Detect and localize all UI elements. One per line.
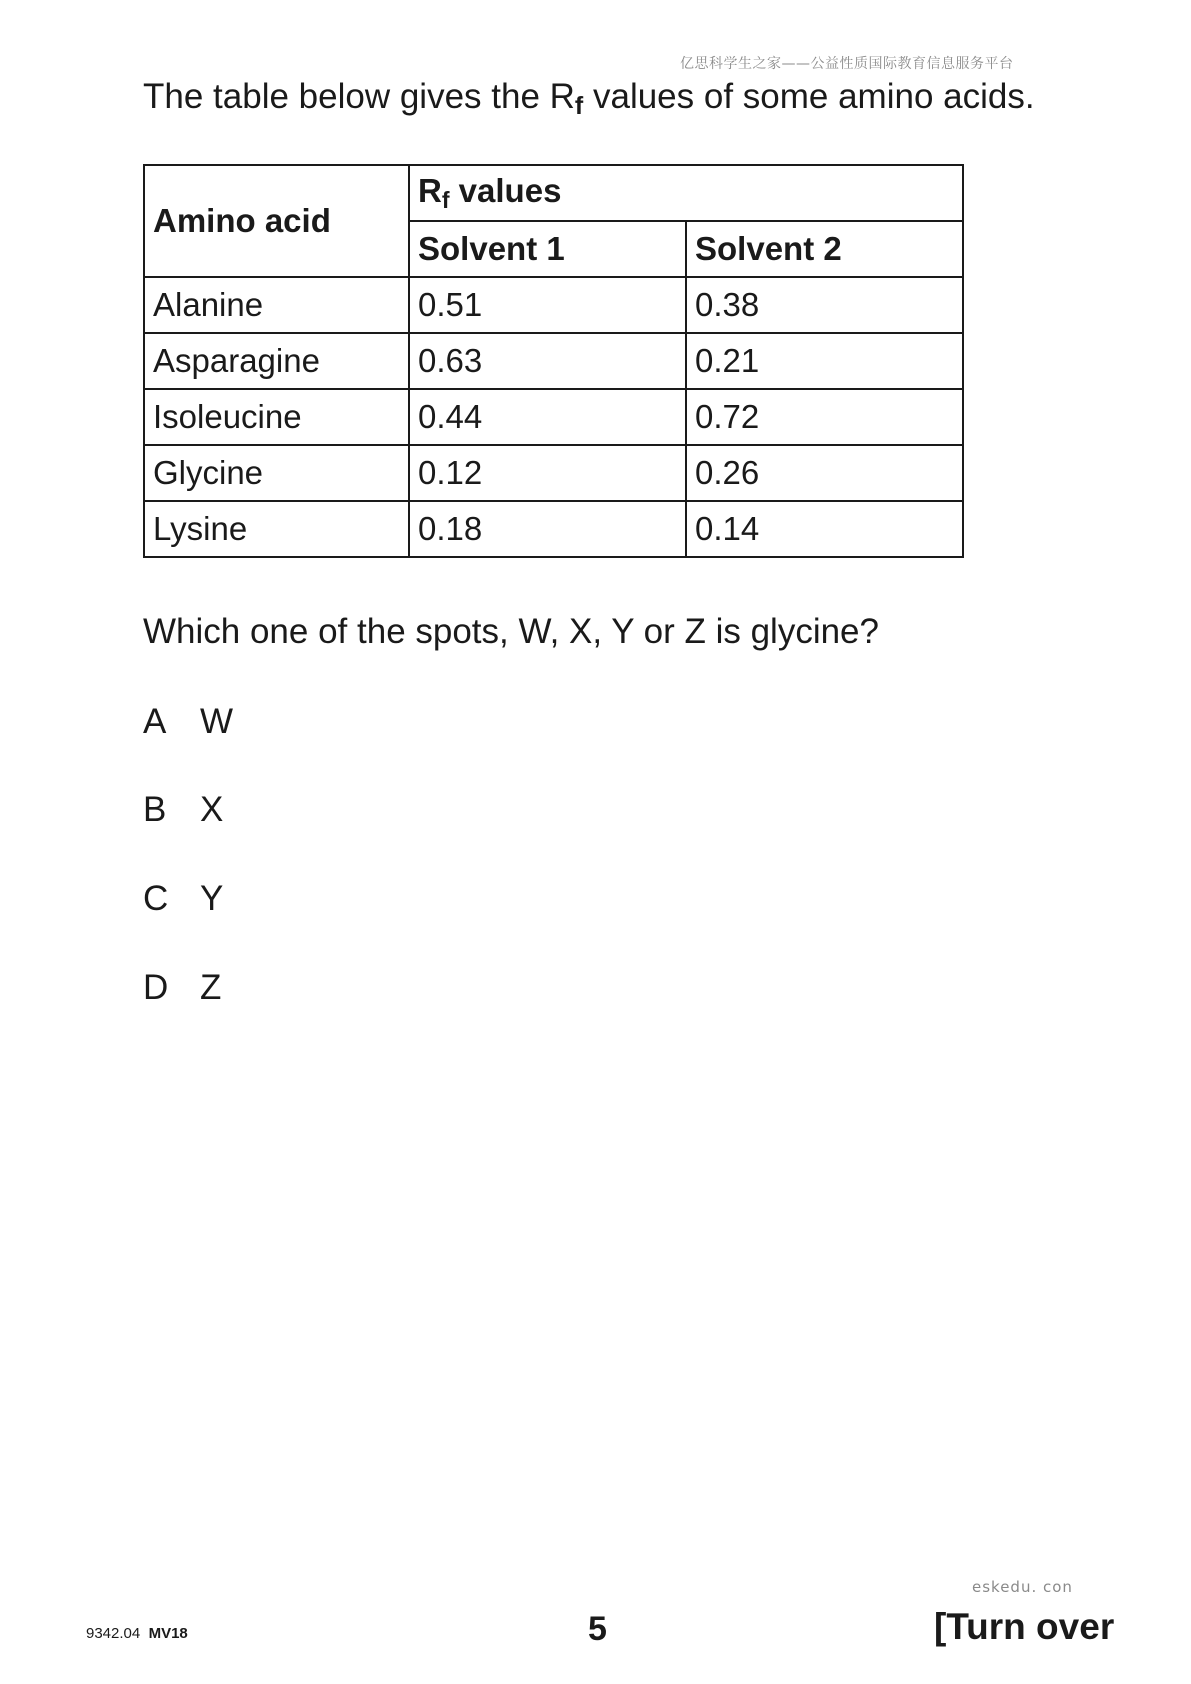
option-text: W	[200, 702, 234, 741]
header-rf-subscript: f	[441, 187, 450, 213]
rf-solvent-2: 0.38	[686, 277, 963, 333]
option-b	[143, 790, 223, 830]
rf-solvent-1: 0.63	[409, 333, 686, 389]
question-text: Which one of the spots, W, X, Y or Z is glycine?	[143, 612, 879, 651]
amino-acid-name: Asparagine	[144, 333, 409, 389]
table-header-row	[144, 165, 963, 221]
intro-after: values of some amino acids.	[583, 77, 1035, 116]
table-row	[144, 277, 963, 333]
option-letter: D	[143, 968, 169, 1007]
header-solvent-2: Solvent 2	[686, 221, 963, 277]
rf-solvent-1: 0.18	[409, 501, 686, 557]
amino-acid-name: Isoleucine	[144, 389, 409, 445]
rf-solvent-1: 0.12	[409, 445, 686, 501]
amino-acid-name: Lysine	[144, 501, 409, 557]
rf-solvent-1: 0.51	[409, 277, 686, 333]
turn-over-label: [Turn over	[934, 1606, 1115, 1647]
intro-text	[143, 77, 1035, 121]
watermark-bottom: eskedu. con	[972, 1578, 1073, 1596]
option-letter: C	[143, 879, 169, 918]
rf-solvent-1: 0.44	[409, 389, 686, 445]
paper-version: MV18	[148, 1625, 188, 1642]
intro-subscript: f	[574, 92, 584, 120]
header-rf-rest: values	[449, 172, 562, 209]
table-row	[144, 445, 963, 501]
option-letter: B	[143, 790, 167, 829]
option-a	[143, 702, 233, 742]
header-rf-main: R	[418, 172, 442, 209]
rf-solvent-2: 0.26	[686, 445, 963, 501]
amino-acid-name: Glycine	[144, 445, 409, 501]
header-solvent-1: Solvent 1	[409, 221, 686, 277]
option-c	[143, 879, 223, 919]
rf-solvent-2: 0.14	[686, 501, 963, 557]
watermark-top: 亿思科学生之家——公益性质国际教育信息服务平台	[680, 56, 1014, 72]
option-letter: A	[143, 702, 167, 741]
table-row	[144, 333, 963, 389]
footer-code	[86, 1625, 188, 1642]
table-row	[144, 389, 963, 445]
rf-solvent-2: 0.21	[686, 333, 963, 389]
rf-solvent-2: 0.72	[686, 389, 963, 445]
header-amino-acid: Amino acid	[144, 165, 409, 277]
page-number: 5	[588, 1610, 607, 1648]
option-text: Y	[200, 879, 224, 918]
rf-values-table	[143, 164, 964, 558]
table-row	[144, 501, 963, 557]
option-text: Z	[200, 968, 222, 1007]
option-text: X	[200, 790, 224, 829]
option-d	[143, 968, 221, 1008]
amino-acid-name: Alanine	[144, 277, 409, 333]
intro-before: The table below gives the R	[143, 77, 575, 116]
paper-code: 9342.04	[86, 1625, 141, 1642]
header-rf-values	[409, 165, 963, 221]
